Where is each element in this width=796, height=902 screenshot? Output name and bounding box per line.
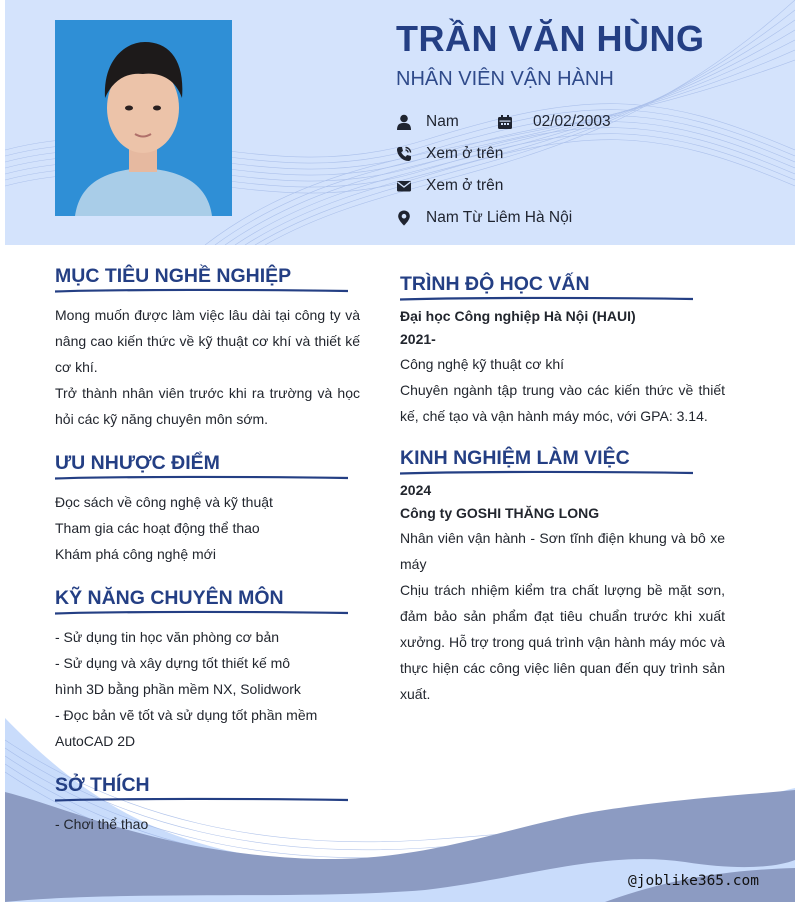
section-underline (55, 610, 348, 616)
section-title-education: TRÌNH ĐỘ HỌC VẤN (400, 273, 590, 295)
education-description: Chuyên ngành tập trung vào các kiến thức về thiết kế, chế tạo và vận hành máy móc, với GPA: 3.14. (400, 382, 725, 424)
job-title: NHÂN VIÊN VẬN HÀNH (396, 68, 614, 90)
school-name: Đại học Công nghiệp Hà Nội (HAUI) (400, 308, 636, 324)
gender-row (396, 113, 459, 131)
list-item: Tham gia các hoạt động thể thao (55, 520, 260, 536)
gender-value: Nam (426, 113, 459, 130)
section-title-hobbies: SỞ THÍCH (55, 774, 150, 796)
phone-value: Xem ở trên (426, 145, 504, 162)
section-underline (400, 296, 693, 302)
section-underline (400, 470, 693, 476)
skill-line: hình 3D bằng phần mềm NX, Solidwork (55, 681, 301, 697)
phone-row (396, 145, 503, 163)
company-name: Công ty GOSHI THĂNG LONG (400, 505, 600, 521)
birthdate-value: 02/02/2003 (533, 113, 611, 130)
address-value: Nam Từ Liêm Hà Nội (426, 209, 573, 226)
list-item: Khám phá công nghệ mới (55, 546, 216, 562)
skill-line: - Sử dụng và xây dựng tốt thiết kế mô (55, 655, 291, 671)
footer-handle: @joblike365.com (628, 873, 759, 889)
objective-text-1: Mong muốn được làm việc lâu dài tại công ty và nâng cao kiến thức về kỹ thuật cơ khí và thiết kế cơ khí. (55, 307, 360, 375)
education-major: Công nghệ kỹ thuật cơ khí (400, 356, 565, 372)
objective-text-2: Trở thành nhân viên trước khi ra trường và học hỏi các kỹ năng chuyên môn sớm. (55, 385, 360, 427)
section-underline (55, 475, 348, 481)
section-underline (55, 288, 348, 294)
address-row (396, 209, 572, 227)
birthdate-row (497, 113, 611, 131)
section-underline (55, 797, 348, 803)
list-item: - Chơi thể thao (55, 816, 149, 832)
skill-line: - Sử dụng tin học văn phòng cơ bản (55, 629, 280, 645)
skill-line: - Đọc bản vẽ tốt và sử dụng tốt phần mềm (55, 707, 318, 723)
education-period: 2021- (400, 331, 436, 347)
experience-description: Chịu trách nhiệm kiểm tra chất lượng bề mặt sơn, đảm bảo sản phẩm đạt tiêu chuẩn trước khi xuất xưởng. Hỗ trợ trong quá trình vận hành máy móc và thực hiện các công việc liên quan đến quy trình sản xuất. (400, 582, 725, 702)
section-title-experience: KINH NGHIỆM LÀM VIỆC (400, 447, 630, 469)
profile-photo (55, 20, 232, 216)
section-title-skills: KỸ NĂNG CHUYÊN MÔN (55, 587, 284, 609)
email-row (396, 177, 503, 195)
person-photo-icon (55, 20, 232, 216)
section-title-strengths: ƯU NHƯỢC ĐIỂM (55, 452, 220, 474)
list-item: Đọc sách về công nghệ và kỹ thuật (55, 494, 273, 510)
email-value: Xem ở trên (426, 177, 504, 194)
skill-line: AutoCAD 2D (55, 733, 136, 749)
candidate-name: TRẦN VĂN HÙNG (396, 18, 705, 59)
user-icon (396, 114, 412, 130)
envelope-icon (396, 178, 412, 194)
section-title-objective: MỤC TIÊU NGHỀ NGHIỆP (55, 265, 292, 287)
phone-icon (396, 146, 412, 162)
calendar-icon (497, 114, 513, 130)
experience-position: Nhân viên vận hành - Sơn tĩnh điện khung và bô xe máy (400, 530, 725, 572)
map-pin-icon (396, 210, 412, 226)
experience-year: 2024 (400, 482, 432, 498)
